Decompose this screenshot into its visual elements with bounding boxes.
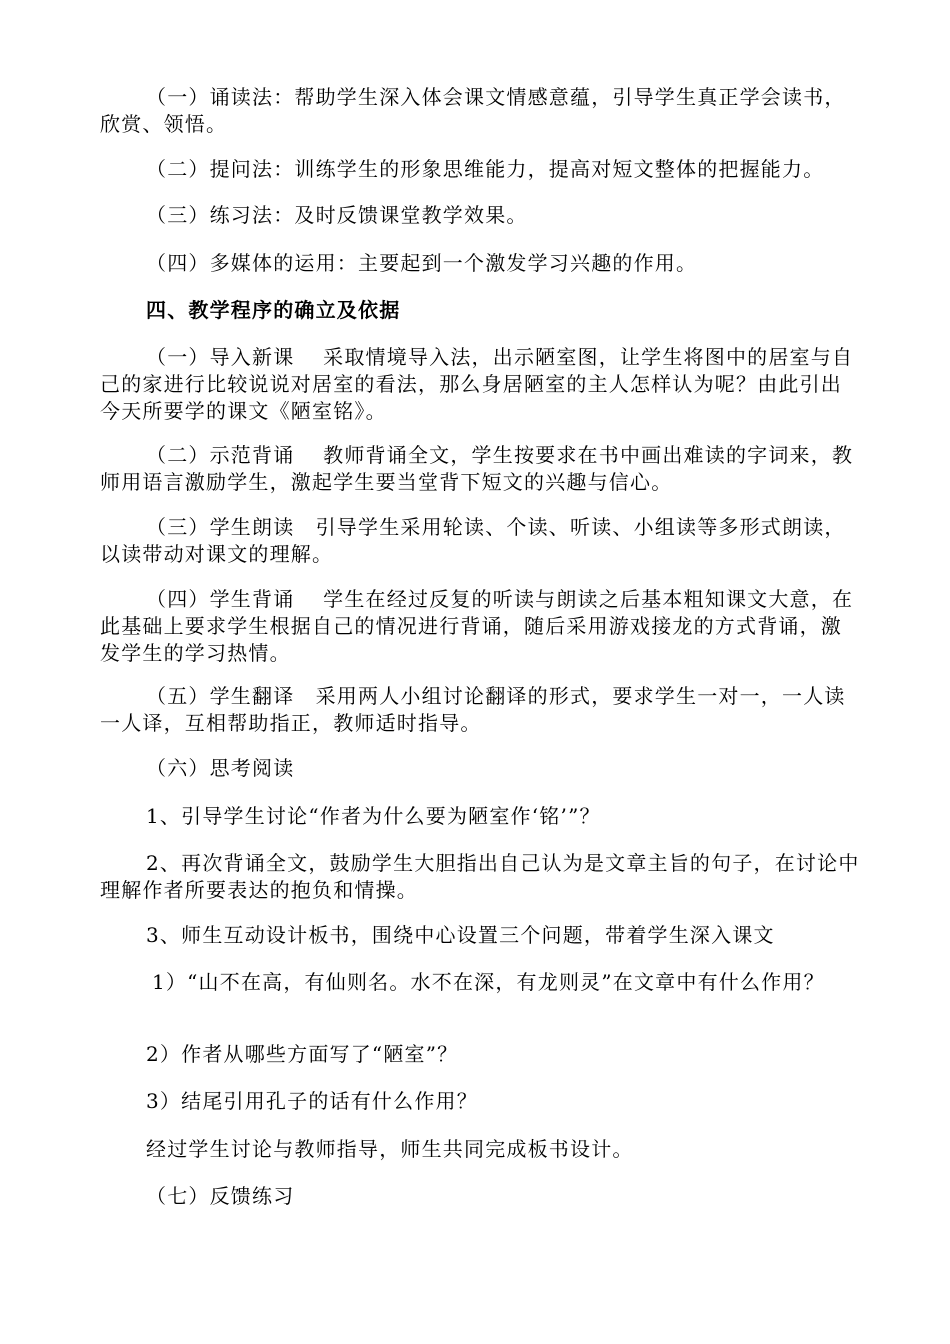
method-multimedia: （四）多媒体的运用：主要起到一个激发学习兴趣的作用。: [146, 251, 698, 275]
step-feedback-practice: （七）反馈练习: [146, 1184, 295, 1208]
method-questioning: （二）提问法：训练学生的形象思维能力，提高对短文整体的把握能力。: [146, 157, 825, 181]
step-translation: （五）学生翻译 采用两人小组讨论翻译的形式，要求学生一对一，一人读一人译，互相帮助指正，教师适时指导。: [100, 684, 846, 735]
method-practice: （三）练习法：及时反馈课堂教学效果。: [146, 203, 528, 227]
step-reading-aloud: （三）学生朗读 引导学生采用轮读、个读、听读、小组读等多形式朗读，以读带动对课文的理解。: [100, 515, 846, 566]
thinking-item-1: 1、引导学生讨论“作者为什么要为陋室作‘铭’”？: [146, 804, 601, 828]
thinking-item-2: 2、再次背诵全文，鼓励学生大胆指出自己认为是文章主旨的句子，在讨论中理解作者所要表达的抱负和情操。: [100, 851, 860, 902]
question-2: 2）作者从哪些方面写了“陋室”？: [146, 1042, 459, 1066]
question-3: 3）结尾引用孔子的话有什么作用？: [146, 1089, 478, 1113]
method-reading: （一）诵读法：帮助学生深入体会课文情感意蕴，引导学生真正学会读书，欣赏、领悟。: [100, 85, 846, 136]
step-introduction: （一）导入新课 采取情境导入法，出示陋室图，让学生将图中的居室与自己的家进行比较说说对居室的看法，那么身居陋室的主人怎样认为呢？由此引出今天所要学的课文《陋室铭》。: [100, 345, 854, 423]
thinking-item-3: 3、师生互动设计板书，围绕中心设置三个问题，带着学生深入课文: [146, 923, 775, 947]
board-design-note: 经过学生讨论与教师指导，师生共同完成板书设计。: [146, 1137, 634, 1161]
step-demo-recitation: （二）示范背诵 教师背诵全文，学生按要求在书中画出难读的字词来，教师用语言激励学生，激起学生要当堂背下短文的兴趣与信心。: [100, 443, 854, 494]
step-recitation: （四）学生背诵 学生在经过反复的听读与朗读之后基本粗知课文大意，在此基础上要求学生根据自己的情况进行背诵，随后采用游戏接龙的方式背诵，激发学生的学习热情。: [100, 587, 854, 665]
step-thinking-reading: （六）思考阅读: [146, 756, 295, 780]
section-heading: 四、教学程序的确立及依据: [146, 298, 401, 322]
question-1: 1）“山不在高，有仙则名。水不在深，有龙则灵”在文章中有什么作用？: [152, 970, 825, 994]
